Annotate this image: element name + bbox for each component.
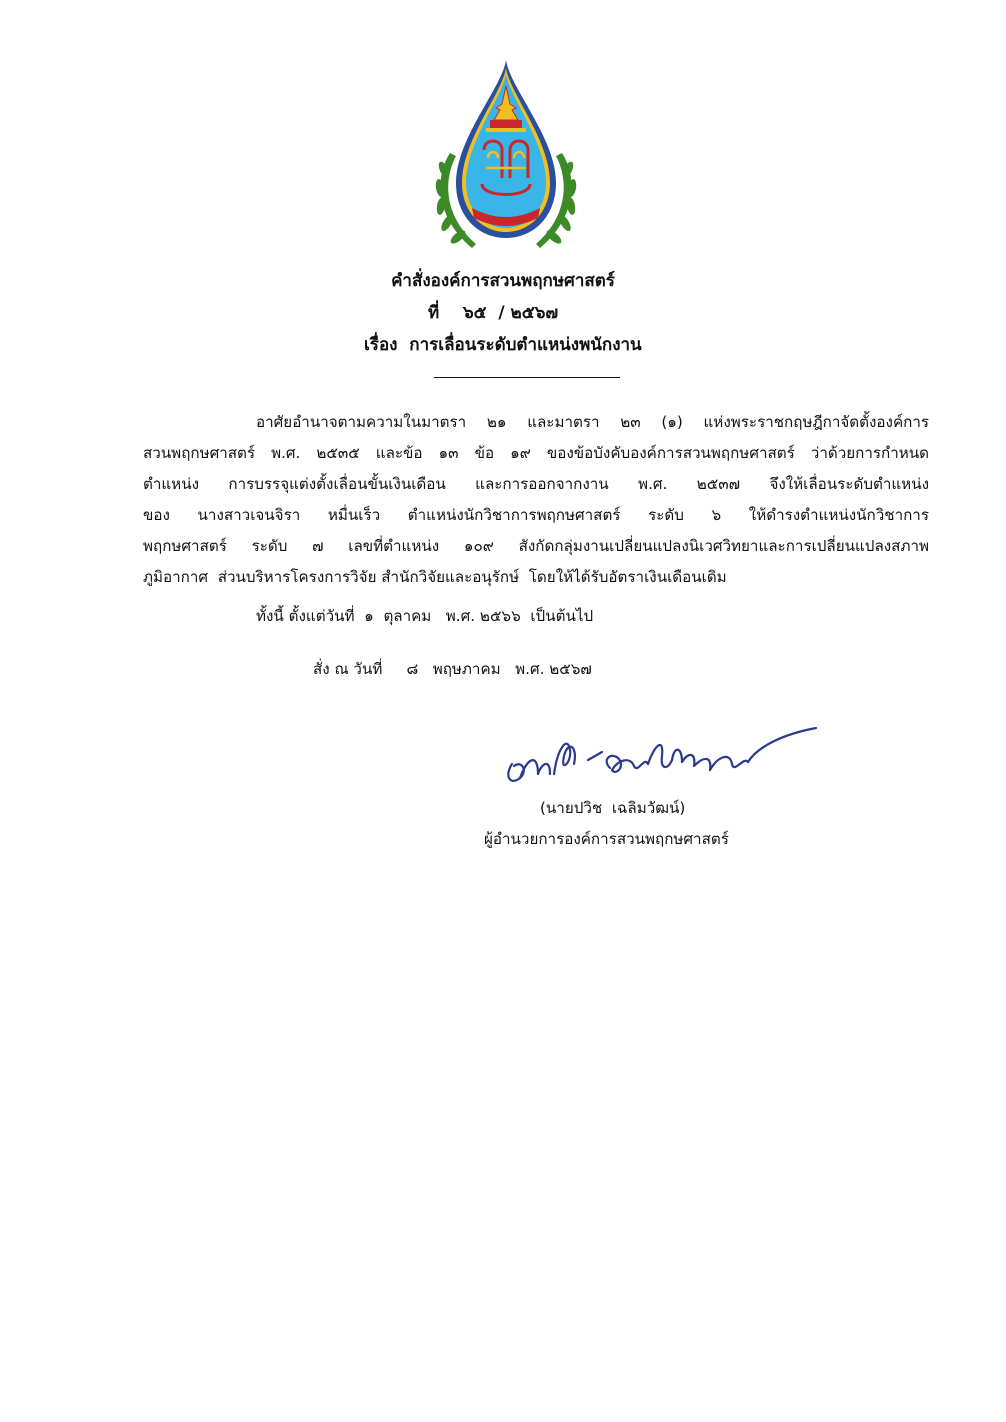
effective-date: ทั้งนี้ ตั้งแต่วันที่ ๑ ตุลาคม พ.ศ. ๒๕๖๖ เป็นต้นไป <box>256 607 594 625</box>
order-number: ที่ ๖๕ / ๒๕๖๗ <box>428 303 559 323</box>
title-divider <box>434 377 620 378</box>
body-line-3: ตำแหน่ง การบรรจุแต่งตั้งเลื่อนขั้นเงินเดือน และการออกจากงาน พ.ศ. ๒๕๓๗ จึงให้เลื่อนระดับตำแหน่ง <box>143 475 929 493</box>
signatory-name: (นายปวิช เฉลิมวัฒน์) <box>540 799 686 817</box>
body-line-2: สวนพฤกษศาสตร์ พ.ศ. ๒๕๓๕ และข้อ ๑๓ ข้อ ๑๙ ของข้อบังคับองค์การสวนพฤกษศาสตร์ ว่าด้วยการกำหนด <box>143 444 929 462</box>
order-date: สั่ง ณ วันที่ ๘ พฤษภาคม พ.ศ. ๒๕๖๗ <box>313 660 592 678</box>
order-subject: เรื่อง การเลื่อนระดับตำแหน่งพนักงาน <box>364 335 642 355</box>
body-line-5: พฤกษศาสตร์ ระดับ ๗ เลขที่ตำแหน่ง ๑๐๙ สังกัดกลุ่มงานเปลี่ยนแปลงนิเวศวิทยาและการเปลี่ยนแปลงสภาพ <box>143 537 929 555</box>
logo-lettering: องค์การสวนพฤกษศาสตร์ THE BOTANICAL GARDEN ORGANIZATION <box>432 58 464 59</box>
botanical-garden-organization-logo <box>432 58 580 258</box>
signature-lettering: ปวิช เฉลิมวัฒน์ <box>498 716 505 717</box>
signatory-position: ผู้อำนวยการองค์การสวนพฤกษศาสตร์ <box>484 830 729 848</box>
body-line-4: ของ นางสาวเจนจิรา หมื่นเร็ว ตำแหน่งนักวิชาการพฤกษศาสตร์ ระดับ ๖ ให้ดำรงตำแหน่งนักวิชาการ <box>143 506 929 524</box>
order-title: คำสั่งองค์การสวนพฤกษศาสตร์ <box>391 271 615 291</box>
handwritten-signature <box>498 716 828 796</box>
body-line-6: ภูมิอากาศ ส่วนบริหารโครงการวิจัย สำนักวิจัยและอนุรักษ์ โดยให้ได้รับอัตราเงินเดือนเดิม <box>143 568 727 586</box>
body-line-1: อาศัยอำนาจตามความในมาตรา ๒๑ และมาตรา ๒๓ (๑) แห่งพระราชกฤษฎีกาจัดตั้งองค์การ <box>256 413 929 431</box>
